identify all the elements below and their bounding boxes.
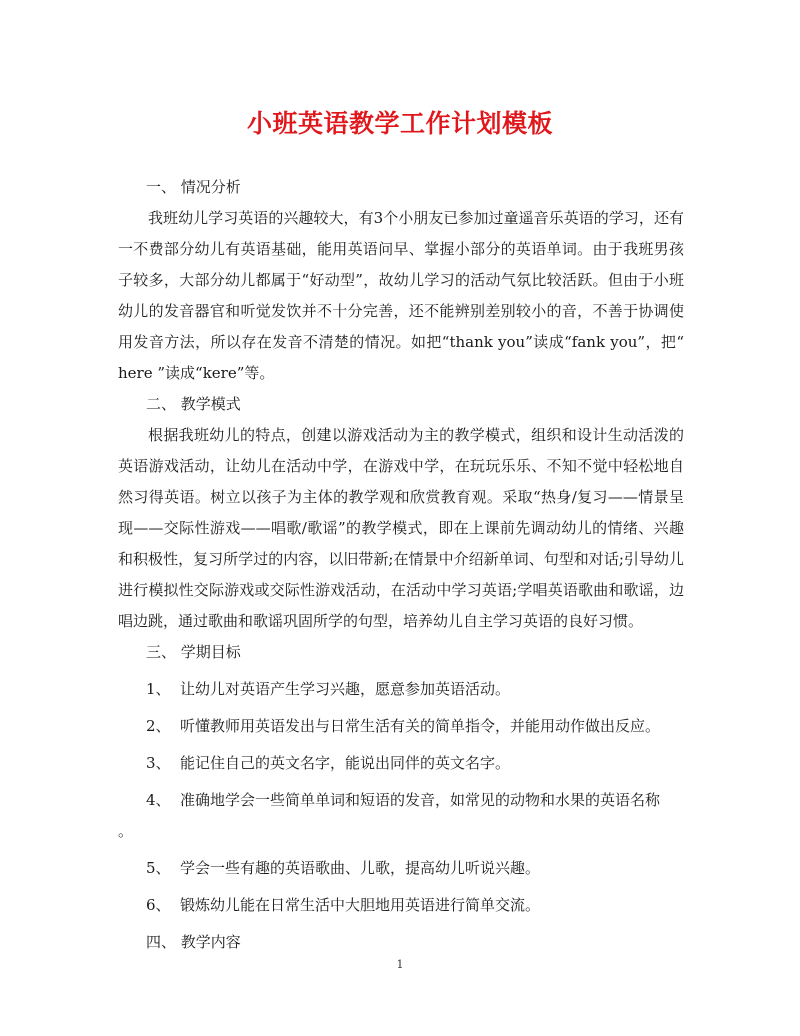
goal-text: 准确地学会一些简单单词和短语的发音，如常见的动物和水果的英语名称	[180, 791, 661, 809]
goal-text: 锻炼幼儿能在日常生活中大胆地用英语进行简单交流。	[180, 896, 541, 914]
goal-number: 4、	[146, 791, 171, 809]
goal-text: 。	[118, 822, 134, 840]
document-body	[118, 172, 684, 958]
goal-item	[118, 890, 684, 921]
goal-item	[118, 853, 684, 884]
document-title: 小班英语教学工作计划模板	[246, 109, 553, 138]
goal-text: 让幼儿对英语产生学习兴趣，愿意参加英语活动。	[180, 680, 511, 698]
section-heading-4: 四、 教学内容	[146, 933, 241, 951]
goal-item	[118, 785, 684, 816]
section-heading-1: 一、 情况分析	[146, 178, 241, 196]
goal-number: 3、	[146, 754, 171, 772]
goal-text: 能记住自己的英文名字，能说出同伴的英文名字。	[180, 754, 511, 772]
goal-number: 6、	[146, 896, 171, 914]
section-heading-3: 三、 学期目标	[146, 643, 241, 661]
goal-text: 学会一些有趣的英语歌曲、儿歌，提高幼儿听说兴趣。	[180, 859, 541, 877]
goal-item	[118, 674, 684, 705]
goal-number: 2、	[146, 717, 171, 735]
goal-item	[118, 711, 684, 742]
page-number: 1	[396, 958, 404, 971]
section-paragraph-2: 根据我班幼儿的特点，创建以游戏活动为主的教学模式，组织和设计生动活泼的英语游戏活动，让幼儿在活动中学，在游戏中学，在玩玩乐乐、不知不觉中轻松地自然习得英语。树立以孩子为主体的教学观和欣赏教育观。采取“热身/复习——情景呈现——交际性游戏——唱歌/歌谣”的教学模式，即在上课前先调动幼儿的情绪、兴趣和积极性，复习所学过的内容，以旧带新;在情景中介绍新单词、句型和对话;引导幼儿进行模拟性交际游戏或交际性游戏活动，在活动中学习英语;学唱英语歌曲和歌谣，边唱边跳，通过歌曲和歌谣巩固所学的句型，培养幼儿自主学习英语的良好习惯。	[118, 426, 684, 630]
goal-number: 1、	[146, 680, 171, 698]
goal-text: 听懂教师用英语发出与日常生活有关的简单指令，并能用动作做出反应。	[180, 717, 661, 735]
goal-item	[118, 748, 684, 779]
section-heading-2: 二、 教学模式	[146, 395, 241, 413]
section-paragraph-1: 我班幼儿学习英语的兴趣较大，有3个小朋友已参加过童遥音乐英语的学习，还有一不费部分幼儿有英语基础，能用英语问早、掌握小部分的英语单词。由于我班男孩子较多，大部分幼儿都属于“好动型”，故幼儿学习的活动气氛比较活跃。但由于小班幼儿的发音器官和听觉发饮并不十分完善，还不能辨别差别较小的音，不善于协调使用发音方法，所以存在发音不清楚的情况。如把“thank you”读成“fank you”，把“ here ”读成“kere”等。	[118, 209, 684, 382]
goal-item-continuation	[118, 816, 684, 847]
goal-number: 5、	[146, 859, 171, 877]
